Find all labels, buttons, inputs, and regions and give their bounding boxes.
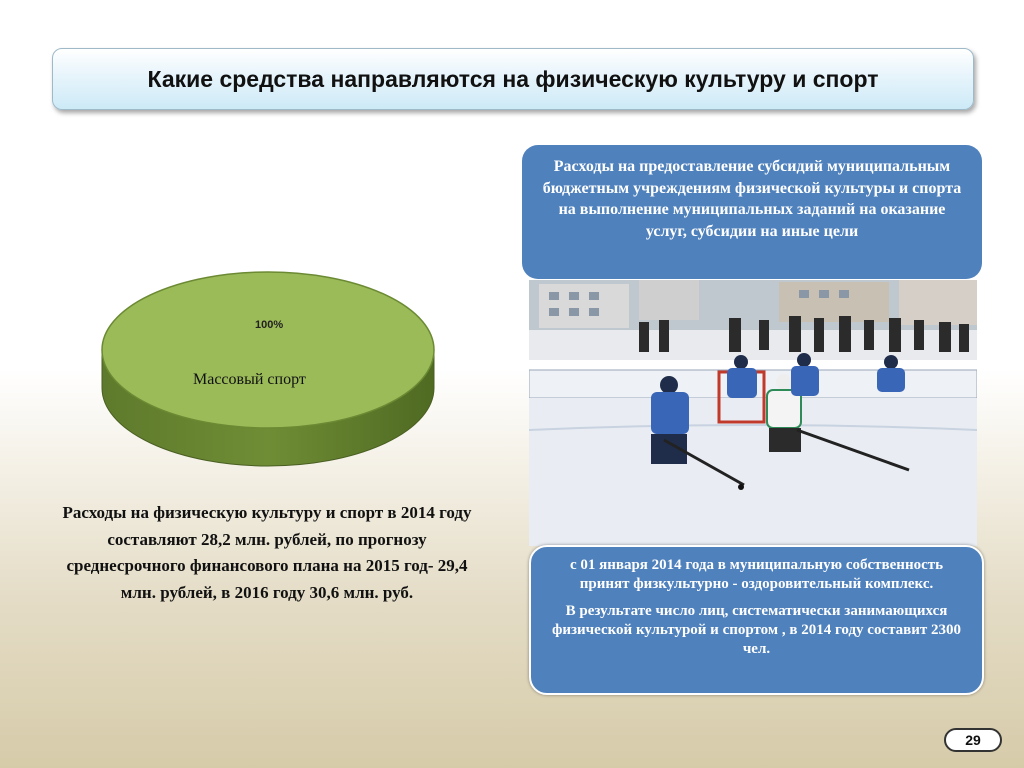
hockey-game-photo	[529, 280, 977, 546]
sports-complex-info-box	[529, 545, 984, 695]
expenses-summary-text: Расходы на физическую культуру и спорт в 2014 году составляют 28,2 млн. рублей, по прогнозу среднесрочного финансового плана на 2015 год- 29,4 млн. рублей, в 2016 году 30,6 млн. руб.	[62, 503, 472, 602]
sports-complex-paragraph-1: с 01 января 2014 года в муниципальную собственность принят физкультурно - оздоровительный комплекс.	[569, 557, 944, 592]
page-title: Какие средства направляются на физическую культуру и спорт	[147, 65, 879, 92]
pie-data-label: 100%	[255, 319, 284, 331]
pie-slice-massovyi-sport	[102, 272, 434, 428]
title-box	[52, 48, 974, 110]
pie-chart	[100, 270, 436, 470]
page-number: 29	[944, 728, 1002, 752]
pie-category-label: Массовый спорт	[193, 371, 306, 388]
subsidies-info-box	[522, 145, 982, 279]
sports-complex-paragraph-2: В результате число лиц, систематически занимающихся физической культурой и спортом , в 2014 году составит 2300 чел.	[551, 603, 962, 657]
subsidies-info-text: Расходы на предоставление субсидий муниципальным бюджетным учреждениям физической культуры и спорта на выполнение муниципальных заданий на оказание услуг, субсидии на иные цели	[542, 158, 962, 240]
